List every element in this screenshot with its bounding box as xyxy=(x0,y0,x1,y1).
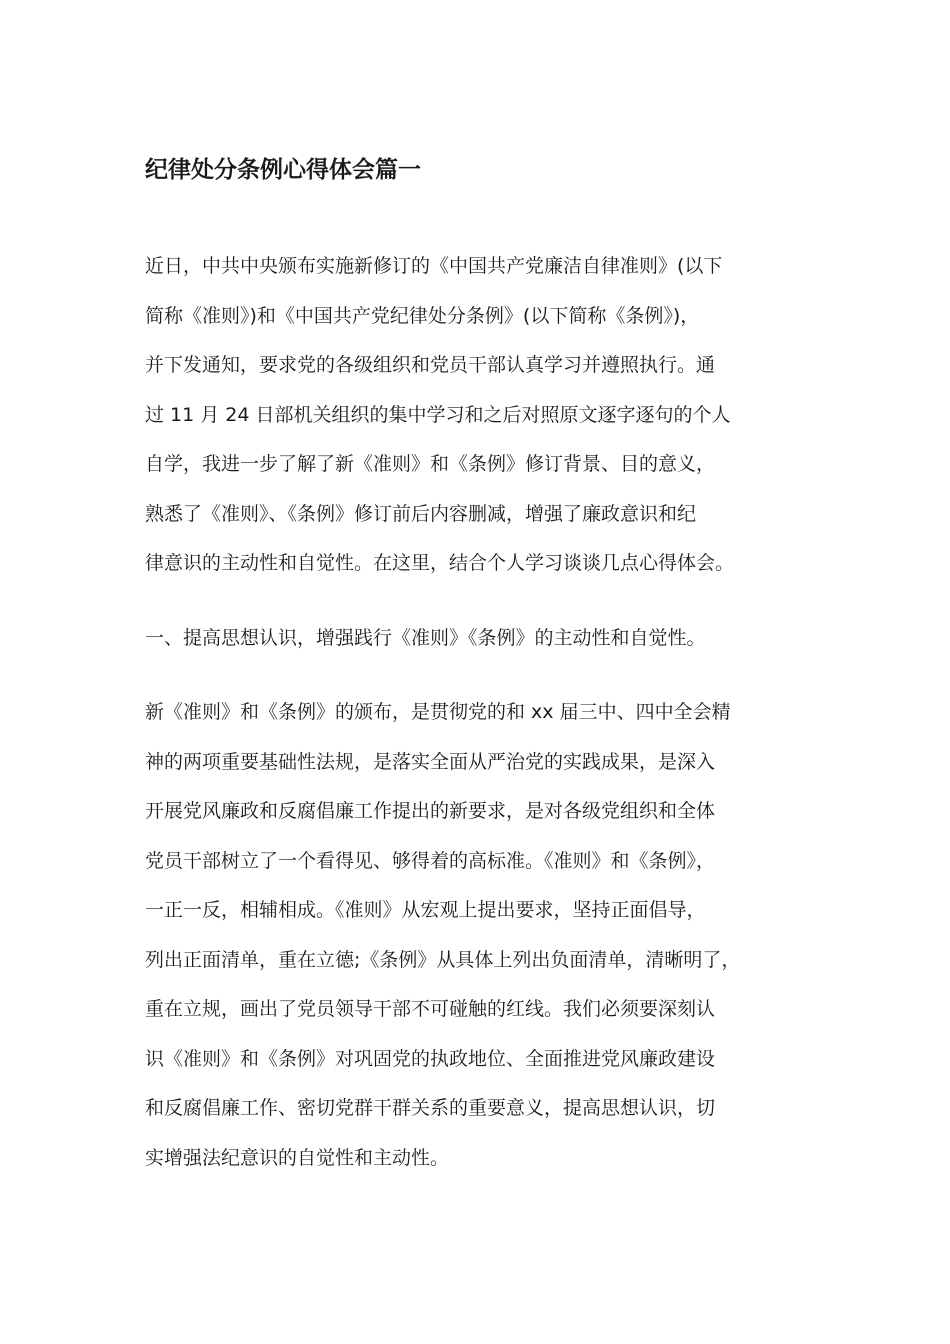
paragraph-line: 一正一反，相辅相成。《准则》从宏观上提出要求，坚持正面倡导， xyxy=(145,899,706,921)
paragraph-line: 神的两项重要基础性法规，是落实全面从严治党的实践成果，是深入 xyxy=(145,750,716,773)
paragraph-line: 近日，中共中央颁布实施新修订的《中国共产党廉洁自律准则》(以下 xyxy=(145,255,723,277)
paragraph-line: 自学，我进一步了解了新《准则》和《条例》修订背景、目的意义， xyxy=(145,453,716,475)
paragraph-line: 并下发通知，要求党的各级组织和党员干部认真学习并遵照执行。通 xyxy=(145,354,716,376)
section-heading xyxy=(145,614,815,664)
paragraph-line: 识《准则》和《条例》对巩固党的执政地位、全面推进党风廉政建设 xyxy=(145,1047,716,1070)
body-paragraph xyxy=(145,688,815,1183)
paragraph-line: 简称《准则》)和《中国共产党纪律处分条例》(以下简称《条例》)， xyxy=(145,304,700,327)
section-heading-line: 一、提高思想认识，增强践行《准则》《条例》的主动性和自觉性。 xyxy=(145,627,706,649)
paragraph-line: 开展党风廉政和反腐倡廉工作提出的新要求，是对各级党组织和全体 xyxy=(145,800,716,822)
paragraph-line: 列出正面清单，重在立德;《条例》从具体上列出负面清单，清晰明了， xyxy=(145,948,741,971)
paragraph-line: 新《准则》和《条例》的颁布，是贯彻党的和 xx 届三中、四中全会精 xyxy=(145,701,731,723)
paragraph-line: 和反腐倡廉工作、密切党群干群关系的重要意义，提高思想认识，切 xyxy=(145,1097,716,1119)
paragraph-line: 熟悉了《准则》、《条例》修订前后内容删减，增强了廉政意识和纪 xyxy=(145,502,697,525)
paragraph-line: 过 11 月 24 日部机关组织的集中学习和之后对照原文逐字逐句的个人 xyxy=(145,403,731,426)
document-title: 纪律处分条例心得体会篇一 xyxy=(145,157,421,183)
paragraph-line: 党员干部树立了一个看得见、够得着的高标准。《准则》和《条例》， xyxy=(145,849,716,872)
paragraph-line: 重在立规，画出了党员领导干部不可碰触的红线。我们必须要深刻认 xyxy=(145,998,716,1020)
paragraph-line: 律意识的主动性和自觉性。在这里，结合个人学习谈谈几点心得体会。 xyxy=(145,552,735,574)
intro-paragraph xyxy=(145,242,815,589)
paragraph-line: 实增强法纪意识的自觉性和主动性。 xyxy=(145,1146,450,1169)
